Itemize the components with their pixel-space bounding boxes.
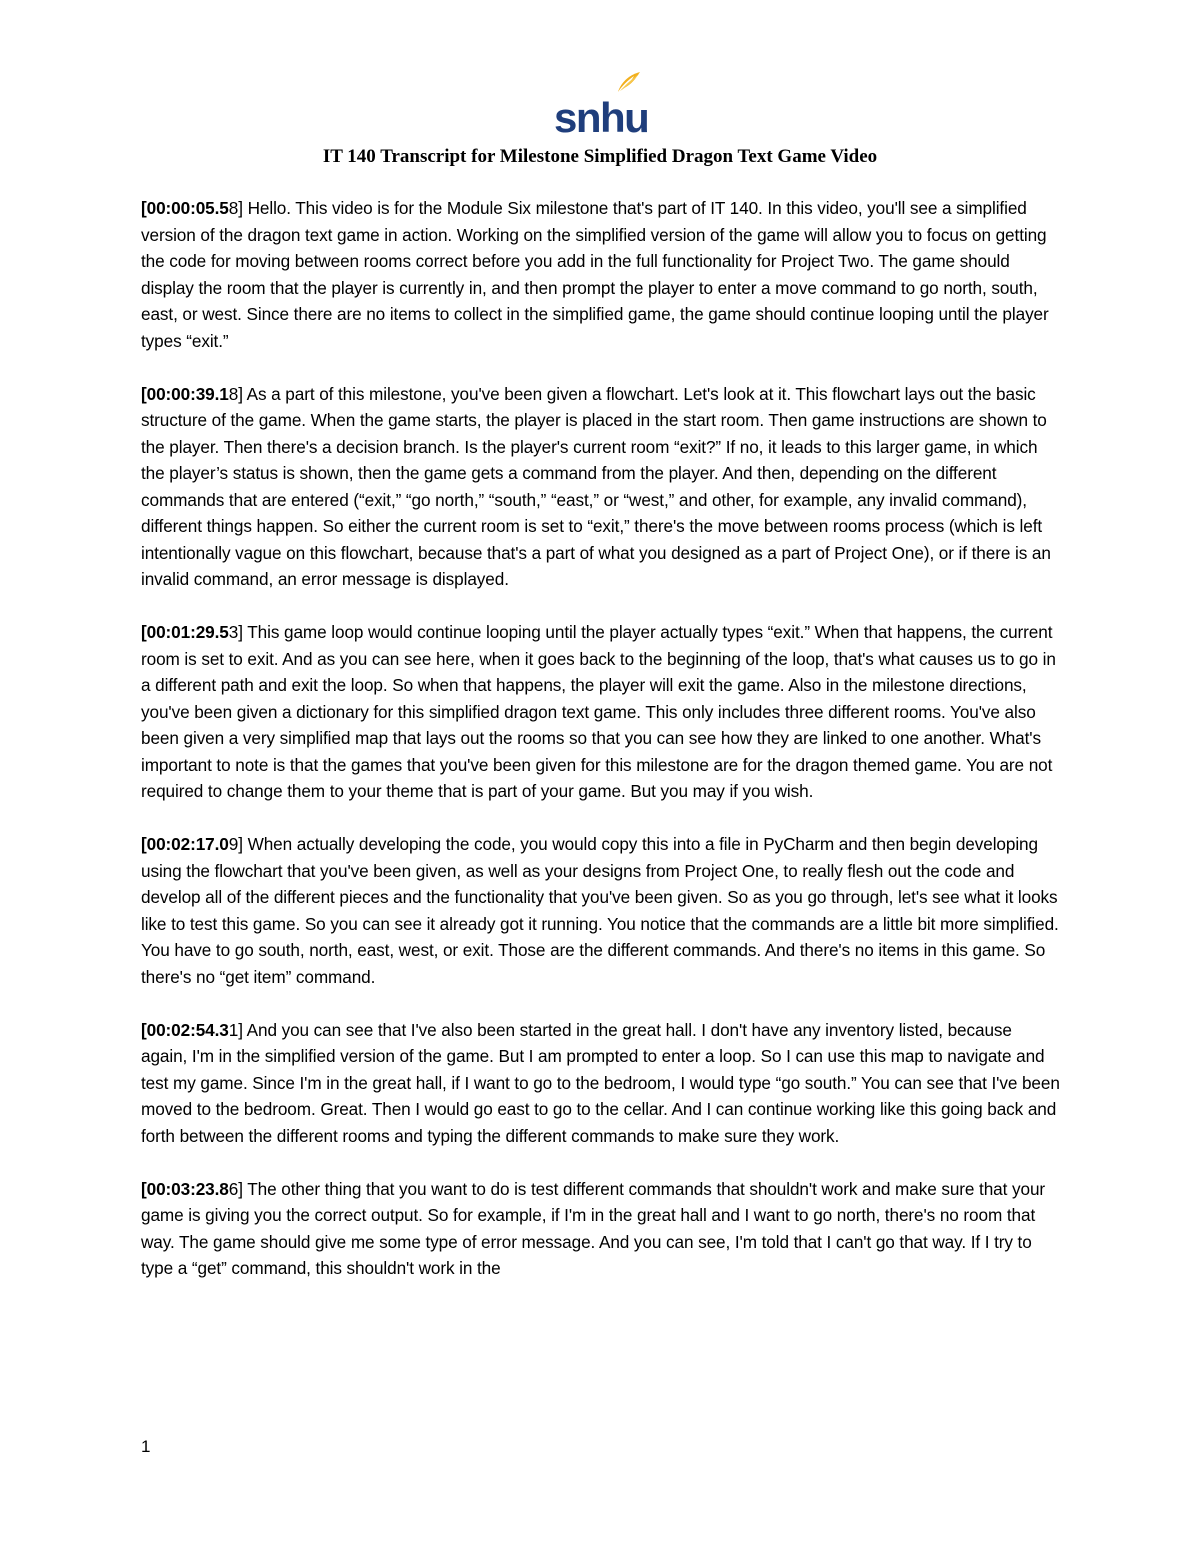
timestamp-bold: [00:00:39.1 — [141, 383, 229, 404]
transcript-paragraph — [141, 831, 1061, 990]
timestamp-end: 8] — [228, 198, 243, 218]
document-title: IT 140 Transcript for Milestone Simplified Dragon Text Game Video — [322, 146, 878, 167]
timestamp — [141, 834, 243, 854]
page-number: 1 — [141, 1437, 151, 1456]
snhu-logo — [540, 70, 660, 140]
paragraph-text: As a part of this milestone, you've been given a flowchart. Let's look at it. This flowchart lays out the basic structure of the game. When the game starts, the player is placed in the start room. Then game instructions are shown to the player. Then there's a decision branch. Is the player's current room “exit?” If no, it leads to this larger game, in which the player’s status is shown, then the game gets a command from the player. And then, depending on the different commands that are entered (“exit,” “go north,” “south,” “east,” or “west,” and other, for example, any invalid command), different things happen. So either the current room is set to “exit,” there's the move between rooms process (which is left intentionally vague on this flowchart, because that's a part of what you designed as a part of Project One), or if there is an invalid command, an error message is displayed. — [141, 383, 1051, 589]
timestamp-bold: [00:00:05.5 — [141, 198, 229, 218]
timestamp — [141, 622, 243, 642]
timestamp-end: 9] — [228, 834, 243, 854]
timestamp — [141, 198, 243, 218]
timestamp-end: 1] — [228, 1019, 243, 1040]
transcript-paragraph — [141, 1176, 1061, 1282]
snhu-logo-graphic — [540, 70, 660, 140]
transcript-paragraph — [141, 1017, 1061, 1150]
timestamp-bold: [00:02:54.3 — [141, 1019, 229, 1040]
timestamp-bold: [00:01:29.5 — [141, 622, 229, 642]
transcript-paragraph — [141, 195, 1061, 354]
paragraph-text: When actually developing the code, you would copy this into a file in PyCharm and then begin developing using the flowchart that you've been given, as well as your designs from Project One, to really flesh out the code and develop all of the different pieces and the functionality that you've been given. So as you go through, let's see what it looks like to test this game. So you can see it already got it running. You notice that the commands are a little bit more simplified. You have to go south, north, east, west, or exit. Those are the different commands. And there's no items in this game. So there's no “get item” command. — [141, 834, 1059, 987]
paragraph-text: Hello. This video is for the Module Six milestone that's part of IT 140. In this video, you'll see a simplified version of the dragon text game in action. Working on the simplified version of the game will allow you to focus on getting the code for moving between rooms correct before you add in the full functionality for Project Two. The game should display the room that the player is currently in, and then prompt the player to enter a move command to go north, south, east, or west. Since there are no items to collect in the simplified game, the game should continue looping until the player types “exit.” — [141, 198, 1049, 351]
transcript-paragraph — [141, 619, 1061, 805]
timestamp-end: 3] — [228, 622, 243, 642]
timestamp-end: 8] — [228, 383, 243, 404]
transcript-body — [141, 195, 1061, 1308]
timestamp-end: 6] — [228, 1178, 243, 1199]
timestamp — [141, 384, 243, 404]
logo-leaf-inner-icon — [620, 74, 639, 91]
timestamp — [141, 1179, 243, 1199]
timestamp — [141, 1020, 243, 1040]
paragraph-text: The other thing that you want to do is test different commands that shouldn't work and make sure that your game is giving you the correct output. So for example, if I'm in the great hall and I want to go north, there's no room that way. The game should give me some type of error message. And you can see, I'm told that I can't go that way. If I try to type a “get” command, this shouldn't work in the — [141, 1178, 1046, 1278]
timestamp-bold: [00:02:17.0 — [141, 834, 229, 854]
logo-wordmark: snhu — [554, 94, 649, 140]
paragraph-text: This game loop would continue looping until the player actually types “exit.” When that happens, the current room is set to exit. And as you can see here, when it goes back to the beginning of the loop, that's what causes us to go in a different path and exit the loop. So when that happens, the player will exit the game. Also in the milestone directions, you've been given a dictionary for this simplified dragon text game. This only includes three different rooms. You've also been given a very simplified map that lays out the rooms so that you can see how they are linked to one another. What's important to note is that the games that you've been given for this milestone are for the dragon themed game. You are not required to change them to your theme that is part of your game. But you may if you wish. — [141, 622, 1056, 801]
paragraph-text: And you can see that I've also been started in the great hall. I don't have any inventory listed, because again, I'm in the simplified version of the game. But I am prompted to enter a loop. So I can use this map to navigate and test my game. Since I'm in the great hall, if I want to go to the bedroom, I would type “go south.” You can see that I've been moved to the bedroom. Great. Then I would go east to go to the cellar. And I can continue working like this going back and forth between the different rooms and typing the different commands to make sure they work. — [141, 1019, 1060, 1146]
transcript-paragraph — [141, 381, 1061, 593]
timestamp-bold: [00:03:23.8 — [141, 1178, 229, 1199]
